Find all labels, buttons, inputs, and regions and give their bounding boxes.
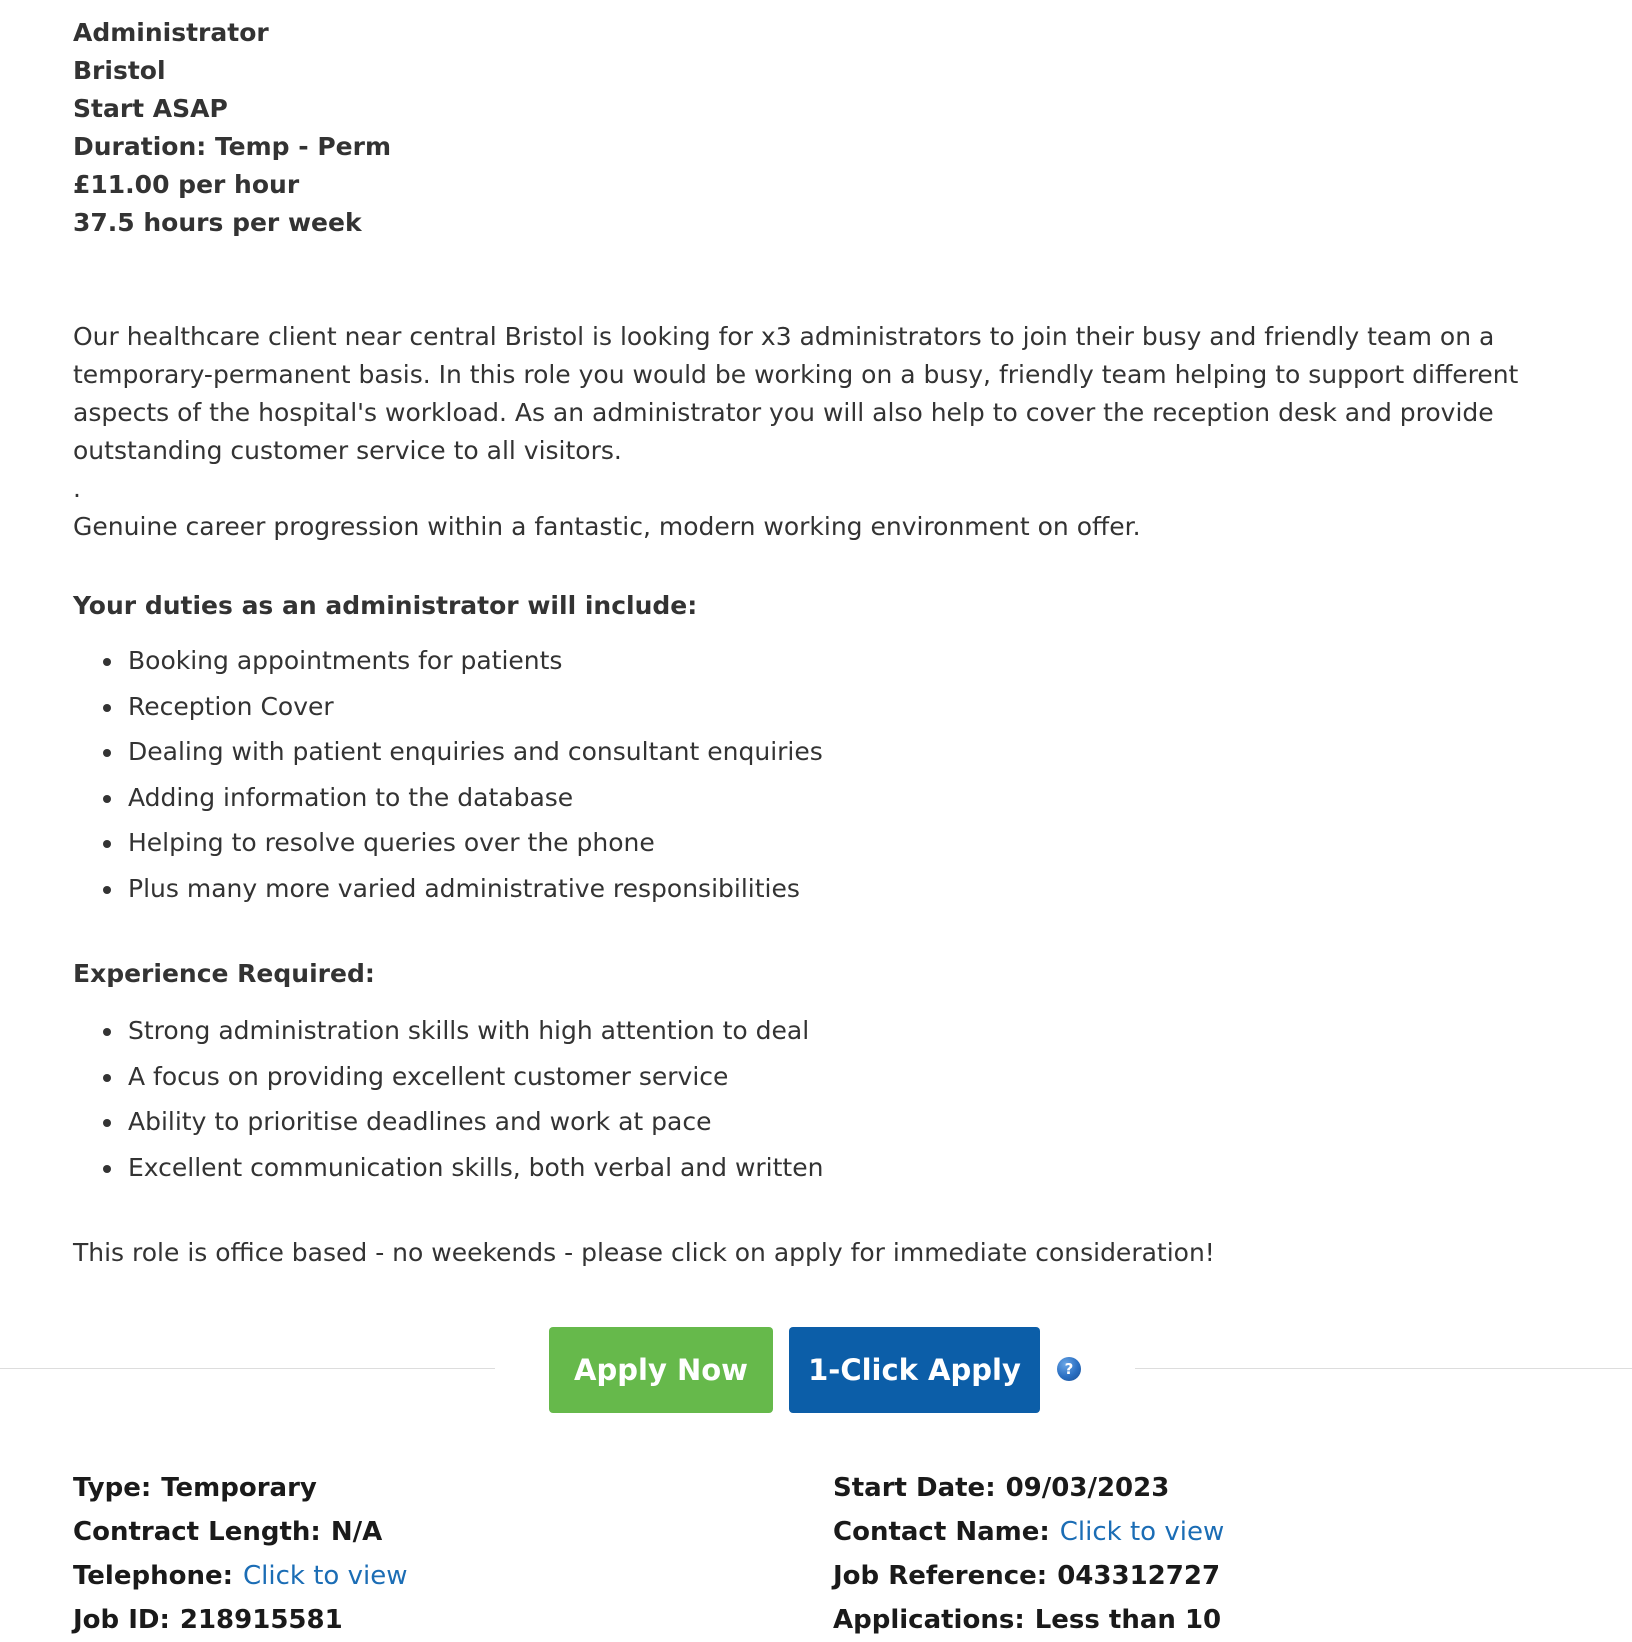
duties-list: [73, 638, 823, 912]
detail-label: Applications:: [833, 1605, 1025, 1635]
list-item: [73, 729, 823, 775]
job-start: Start ASAP: [73, 94, 228, 123]
bullet-icon: [103, 1074, 111, 1082]
experience-text: Excellent communication skills, both verbal and written: [128, 1152, 824, 1182]
job-hours: 37.5 hours per week: [73, 208, 362, 237]
details-left-column: [73, 1466, 407, 1642]
detail-start-date: [833, 1466, 1224, 1510]
detail-label: Job Reference:: [833, 1561, 1048, 1591]
divider-right: [1135, 1368, 1632, 1369]
detail-value: 218915581: [179, 1605, 343, 1635]
detail-label: Contact Name:: [833, 1517, 1050, 1547]
job-pay-rate: £11.00 per hour: [73, 170, 300, 199]
experience-list: [73, 1008, 823, 1190]
closing-statement: This role is office based - no weekends - please click on apply for immediate consideration!: [73, 1238, 1215, 1267]
apply-now-button[interactable]: Apply Now: [549, 1327, 773, 1413]
list-item: [73, 866, 823, 912]
detail-label: Job ID:: [73, 1605, 170, 1635]
detail-value: Temporary: [161, 1473, 317, 1503]
job-description-career: Genuine career progression within a fantastic, modern working environment on offer.: [73, 512, 1141, 541]
detail-value: Less than 10: [1034, 1605, 1222, 1635]
contact-name-reveal-link[interactable]: Click to view: [1059, 1517, 1225, 1547]
list-item: [73, 1054, 823, 1100]
duty-text: Reception Cover: [128, 691, 334, 721]
detail-contract-length: [73, 1510, 407, 1554]
duty-text: Adding information to the database: [128, 782, 574, 812]
job-summary: [73, 14, 391, 242]
experience-text: A focus on providing excellent customer service: [128, 1061, 729, 1091]
bullet-icon: [103, 1119, 111, 1127]
divider-left: [0, 1368, 495, 1369]
list-item: [73, 1145, 823, 1191]
duty-text: Dealing with patient enquiries and consultant enquiries: [128, 737, 823, 767]
detail-label: Telephone:: [73, 1561, 233, 1591]
detail-label: Start Date:: [833, 1473, 996, 1503]
detail-value: 043312727: [1057, 1561, 1221, 1591]
bullet-icon: [103, 704, 111, 712]
detail-contact-name: [833, 1510, 1224, 1554]
job-duration: Duration: Temp - Perm: [73, 132, 392, 161]
duty-text: Booking appointments for patients: [128, 646, 563, 675]
detail-type: [73, 1466, 407, 1510]
help-icon[interactable]: ?: [1057, 1357, 1081, 1381]
bullet-icon: [103, 1165, 111, 1173]
detail-applications: [833, 1598, 1224, 1642]
bullet-icon: [103, 840, 111, 848]
list-item: [73, 1008, 823, 1054]
detail-value: 09/03/2023: [1005, 1473, 1170, 1503]
detail-label: Contract Length:: [73, 1517, 321, 1547]
details-right-column: [833, 1466, 1224, 1642]
list-item: [73, 775, 823, 821]
job-location: Bristol: [73, 56, 166, 85]
job-title: Administrator: [73, 18, 269, 47]
list-item: [73, 1099, 823, 1145]
list-item: [73, 684, 823, 730]
list-item: [73, 638, 823, 684]
list-item: [73, 820, 823, 866]
experience-heading: Experience Required:: [73, 959, 375, 988]
description-separator: .: [73, 474, 81, 503]
bullet-icon: [103, 749, 111, 757]
detail-telephone: [73, 1554, 407, 1598]
detail-job-id: [73, 1598, 407, 1642]
bullet-icon: [103, 658, 111, 666]
bullet-icon: [103, 795, 111, 803]
bullet-icon: [103, 1028, 111, 1036]
detail-value: N/A: [330, 1517, 383, 1547]
detail-job-reference: [833, 1554, 1224, 1598]
duty-text: Helping to resolve queries over the phone: [128, 828, 655, 858]
job-description-intro: Our healthcare client near central Bristol is looking for x3 administrators to join their busy and friendly team on a temporary-permanent basis. In this role you would be working on a busy, friendly team helping to support different aspects of the hospital's workload. As an administrator you will also help to cover the reception desk and provide outstanding customer service to all visitors.: [73, 322, 1519, 465]
bullet-icon: [103, 886, 111, 894]
experience-text: Strong administration skills with high attention to deal: [128, 1016, 810, 1045]
duties-heading: Your duties as an administrator will include:: [73, 591, 698, 620]
experience-text: Ability to prioritise deadlines and work at pace: [128, 1107, 712, 1137]
one-click-apply-button[interactable]: 1-Click Apply: [789, 1327, 1040, 1413]
telephone-reveal-link[interactable]: Click to view: [243, 1561, 408, 1591]
duty-text: Plus many more varied administrative responsibilities: [128, 873, 800, 903]
detail-label: Type:: [73, 1473, 152, 1503]
